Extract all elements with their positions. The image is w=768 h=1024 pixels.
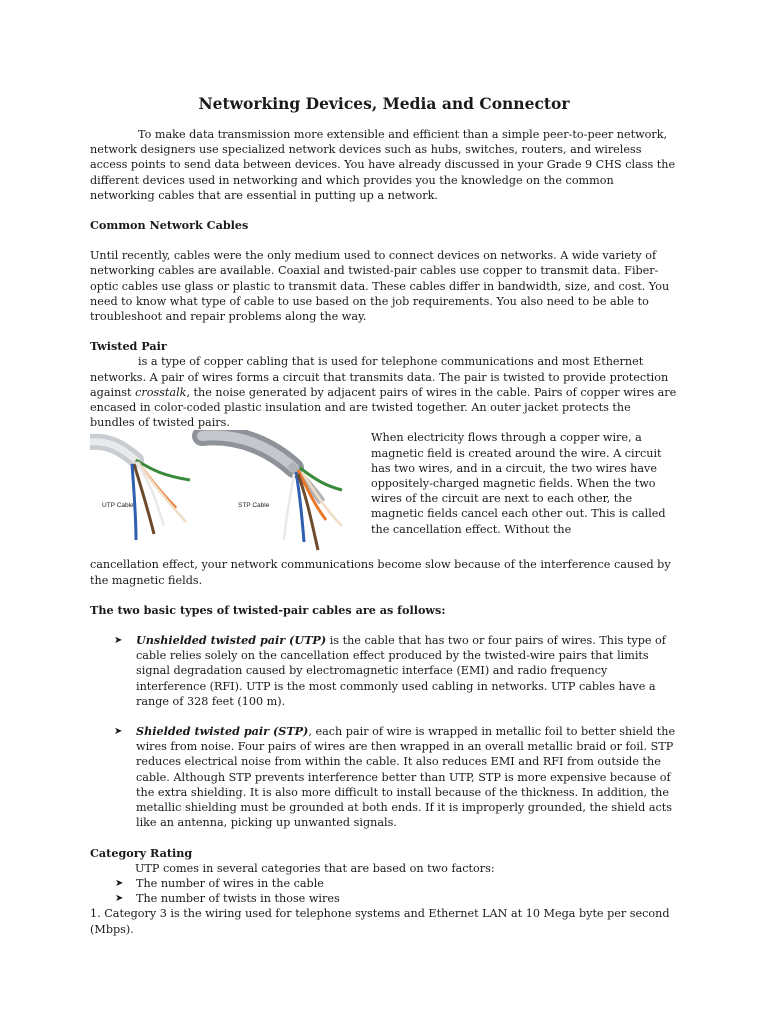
- utp-description: is the cable that has two or four pairs of wires. This type of cable relies solely on the cancellation effect produced by the twisted-wire pairs that limits signal degradation caused by electromagnetic interface (EMI) and radio frequency interference (RFI). UTP is the most commonly used cabling in networks. UTP cables have a range of 328 feet (100 m).: [136, 634, 666, 708]
- cancellation-effect-continuation: cancellation effect, your network communications become slow because of the interference caused by the magnetic fields.: [90, 558, 671, 587]
- arrow-bullet-icon: ➤: [114, 635, 123, 647]
- stp-cable-illustration: [202, 436, 342, 551]
- twisted-pair-text-2: , the noise generated by adjacent pairs of wires in the cable. Pairs of copper wires are encased in color-coded plastic insulation and are twisted together. An outer jacket protects the bundles of twisted pairs.: [90, 385, 677, 430]
- category-intro: UTP comes in several categories that are based on two factors:: [135, 861, 495, 875]
- factor-text: The number of wires in the cable: [136, 876, 324, 890]
- utp-term: Unshielded twisted pair (UTP): [136, 633, 327, 648]
- arrow-bullet-icon: ➤: [115, 877, 124, 889]
- cable-types-list: [90, 633, 678, 830]
- stp-term: Shielded twisted pair (STP): [136, 724, 309, 739]
- section-heading-types: The two basic types of twisted-pair cables are as follows:: [90, 602, 446, 617]
- category-3-item: 1. Category 3 is the wiring used for telephone systems and Ethernet LAN at 10 Mega byte per second (Mbps).: [90, 907, 670, 936]
- list-item-utp: [90, 633, 678, 709]
- twisted-pair-cables-image: [90, 430, 366, 564]
- factor-text: The number of twists in those wires: [136, 892, 340, 906]
- common-cables-paragraph: Until recently, cables were the only medium used to connect devices on networks. A wide variety of networking cables are available. Coaxial and twisted-pair cables use copper to transmit data. Fiber-optic cables use glass or plastic to transmit data. These cables differ in bandwidth, size, and cost. You need to know what type of cable to use based on the job requirements. You also need to be able to troubleshoot and repair problems along the way.: [90, 249, 670, 324]
- utp-cable-label: UTP Cable: [102, 502, 134, 510]
- section-heading-common-cables: Common Network Cables: [90, 218, 249, 233]
- twisted-pair-paragraph: [90, 354, 678, 430]
- stp-description: , each pair of wire is wrapped in metallic foil to better shield the wires from noise. Four pairs of wires are then wrapped in an overall metallic braid or foil. STP reduces electrical noise from within the cable. It also reduces EMI and RFI from outside the cable. Although STP prevents interference better than UTP, STP is more expensive because of the extra shielding. It is also more difficult to install because of the thickness. In addition, the metallic shielding must be grounded at both ends. If it is improperly grounded, the shield acts like an antenna, picking up unwanted signals.: [136, 725, 676, 830]
- cancellation-effect-paragraph: When electricity flows through a copper wire, a magnetic field is created around the wire. A circuit has two wires, and in a circuit, the two wires have oppositely-charged magnetic fields. When the two wires of the circuit are next to each other, the magnetic fields cancel each other out. This is called the cancellation effect. Without the: [371, 431, 666, 536]
- arrow-bullet-icon: ➤: [114, 726, 123, 738]
- list-item: [90, 891, 678, 906]
- arrow-bullet-icon: ➤: [115, 893, 124, 905]
- category-factors-list: [90, 876, 678, 906]
- section-heading-category: Category Rating: [90, 845, 193, 860]
- twisted-pair-text-1: is a type of copper cabling that is used for telephone communications and most Ethernet networks. A pair of wires forms a circuit that transmits data. The pair is twisted to provide protection against: [90, 355, 669, 399]
- section-heading-twisted-pair: Twisted Pair: [90, 339, 167, 354]
- utp-cable-illustration: [90, 442, 190, 540]
- list-item: [90, 876, 678, 891]
- figure-row: [90, 430, 678, 566]
- page-title: Networking Devices, Media and Connector: [198, 94, 570, 113]
- document-body: [90, 94, 678, 937]
- stp-cable-label: STP Cable: [238, 502, 270, 510]
- crosstalk-term: crosstalk: [135, 385, 187, 399]
- intro-paragraph: To make data transmission more extensible and efficient than a simple peer-to-peer network, network designers use specialized network devices such as hubs, switches, routers, and wireless access points to send data between devices. You have already discussed in your Grade 9 CHS class the different devices used in networking and which provides you the knowledge on the common networking cables that are essential in putting up a network.: [90, 128, 676, 202]
- list-item-stp: [90, 724, 678, 830]
